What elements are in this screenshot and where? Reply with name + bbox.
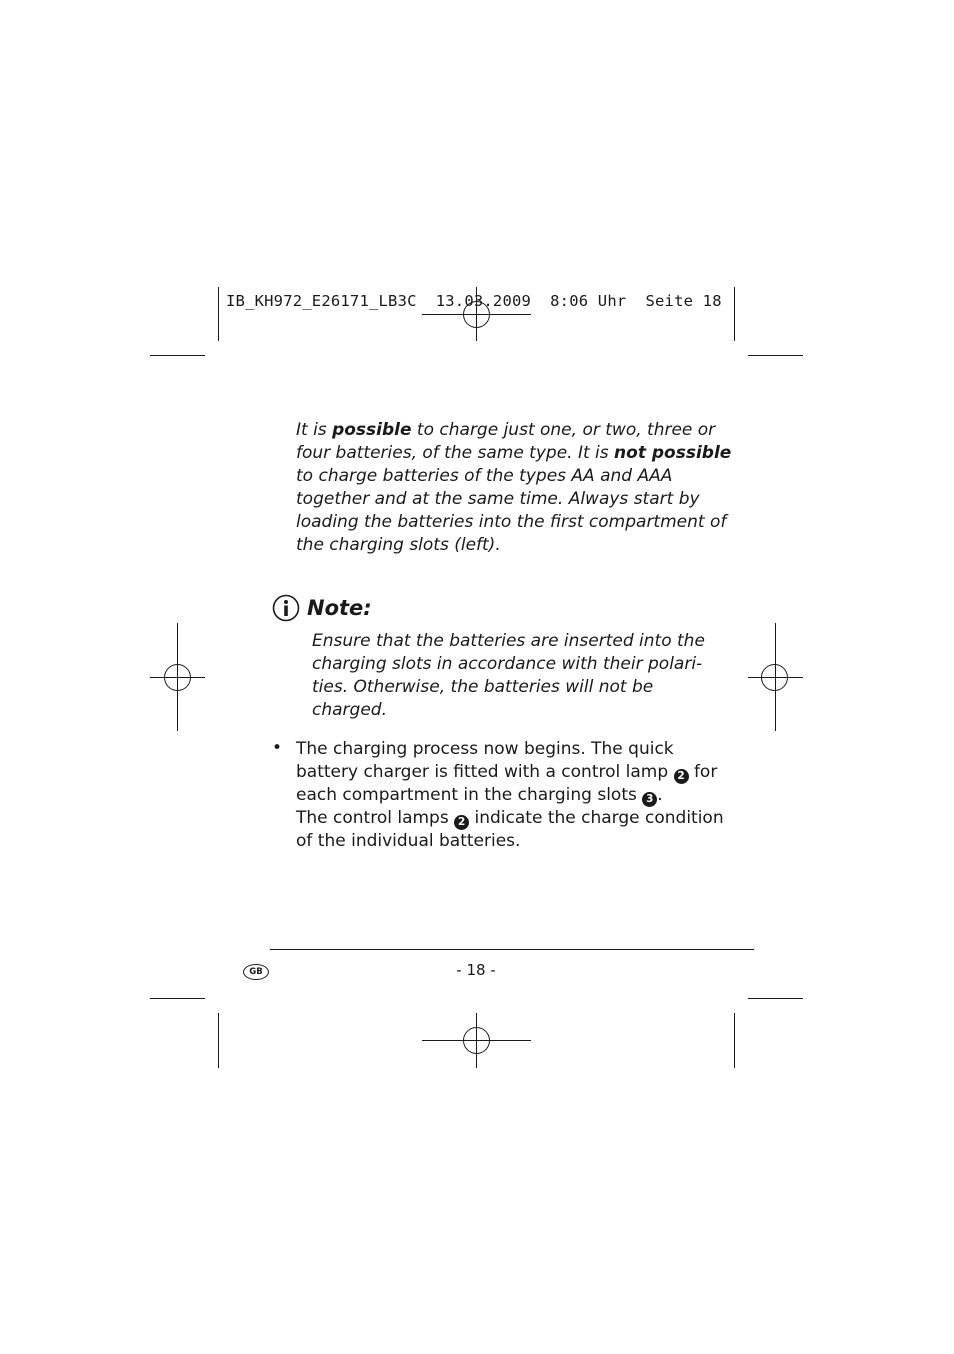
info-icon bbox=[272, 594, 300, 622]
slug-page: Seite 18 bbox=[645, 292, 722, 310]
ref-number-lamp: 2 bbox=[454, 815, 469, 830]
bullet-line: The control lamps 2 indicate the charge condition bbox=[296, 808, 724, 828]
page-number: - 18 - bbox=[456, 961, 496, 979]
crop-mark-top-right-h bbox=[748, 355, 803, 356]
slug-date: 13.03.2009 bbox=[435, 292, 532, 310]
footer-rule bbox=[270, 949, 754, 950]
crop-mark-top-left-h bbox=[150, 355, 205, 356]
slug-job: IB_KH972_E26171_LB3C bbox=[226, 292, 417, 310]
note-line: charged. bbox=[312, 700, 387, 720]
intro-line: the charging slots (left). bbox=[296, 535, 501, 555]
intro-paragraph bbox=[296, 419, 732, 557]
registration-mark-bottom-circle bbox=[463, 1027, 490, 1054]
bullet-marker: • bbox=[272, 738, 283, 758]
bullet-line: of the individual batteries. bbox=[296, 831, 521, 851]
note-line: charging slots in accordance with their polari- bbox=[312, 654, 703, 674]
emphasis-possible: possible bbox=[332, 420, 412, 440]
note-line: ties. Otherwise, the batteries will not be bbox=[312, 677, 654, 697]
bullet-line: each compartment in the charging slots 3 . bbox=[296, 785, 663, 805]
crop-mark-bottom-left-v bbox=[218, 1013, 219, 1068]
ref-number-slots: 3 bbox=[642, 792, 657, 807]
note-title: Note: bbox=[307, 596, 372, 620]
intro-line: It is possible to charge just one, or two, three or bbox=[296, 420, 716, 440]
intro-line: four batteries, of the same type. It is not possible bbox=[296, 443, 732, 463]
crop-mark-top-right-v bbox=[734, 287, 735, 341]
intro-line: to charge batteries of the types AA and AAA bbox=[296, 466, 673, 486]
note-line: Ensure that the batteries are inserted into the bbox=[312, 631, 705, 651]
crop-mark-bottom-left-h bbox=[150, 998, 205, 999]
ref-number-lamp: 2 bbox=[674, 769, 689, 784]
crop-mark-top-left-v bbox=[218, 287, 219, 341]
intro-line: together and at the same time. Always start by bbox=[296, 489, 700, 509]
print-slug bbox=[226, 292, 722, 310]
crop-mark-bottom-right-v bbox=[734, 1013, 735, 1068]
bullet-line: battery charger is fitted with a control lamp 2 for bbox=[296, 762, 718, 782]
note-body bbox=[312, 630, 705, 722]
crop-mark-bottom-right-h bbox=[748, 998, 803, 999]
registration-mark-right-circle bbox=[761, 664, 788, 691]
country-badge: GB bbox=[243, 964, 269, 980]
slug-time: 8:06 Uhr bbox=[550, 292, 627, 310]
registration-mark-left-circle bbox=[164, 664, 191, 691]
bullet-paragraph bbox=[296, 738, 724, 853]
bullet-line: The charging process now begins. The quick bbox=[296, 739, 674, 759]
intro-line: loading the batteries into the first compartment of bbox=[296, 512, 727, 532]
emphasis-not-possible: not possible bbox=[614, 443, 732, 463]
